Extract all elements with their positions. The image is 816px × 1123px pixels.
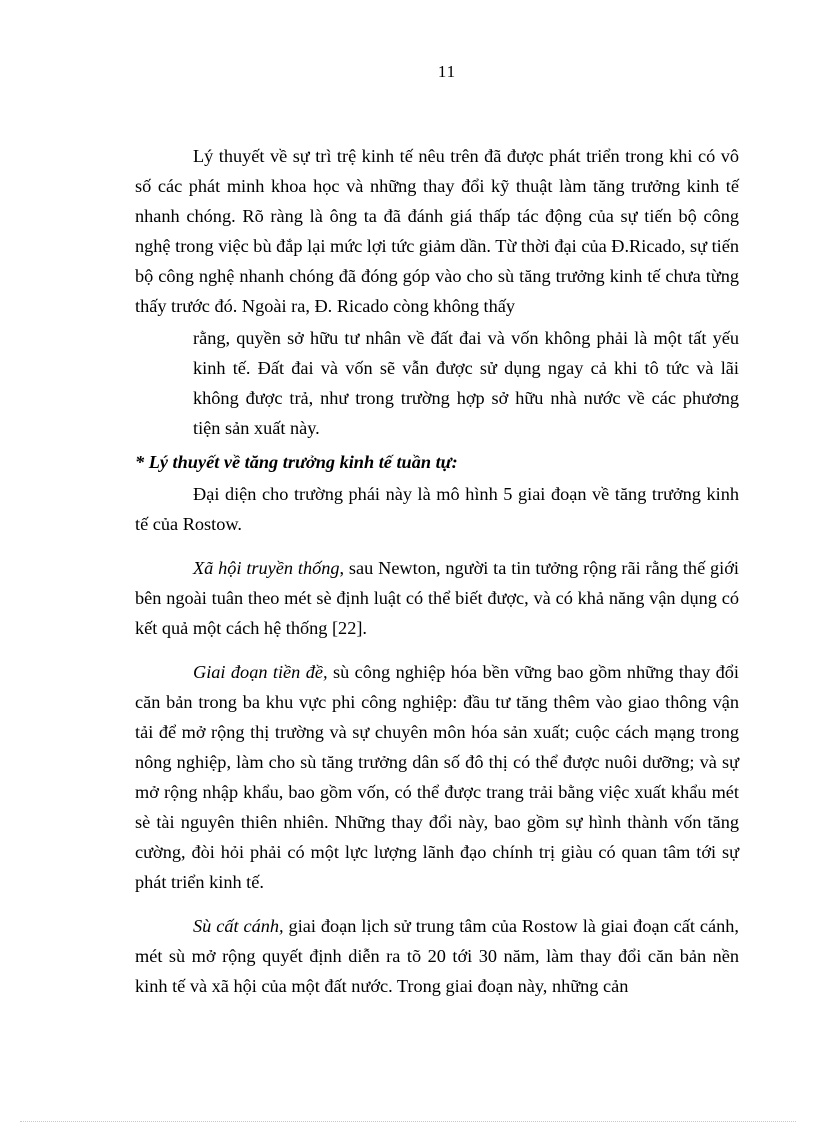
- term-preconditions: Giai đoạn tiền đề,: [193, 662, 328, 682]
- paragraph-preconditions-text: sù công nghiệp hóa bền vững bao gồm những thay đổi căn bản trong ba khu vực phi công nghiệp: đầu tư tăng thêm vào giao thông vận tải để mở rộng thị trường và sự chuyên môn hóa sản xuất; cuộc cách mạng trong nông nghiệp, làm cho sù tăng trưởng dân số đô thị có thể được nuôi dưỡng; và sự mở rộng nhập khẩu, bao gồm vốn, có thể được trang trải bằng việc xuất khẩu mét sè tài nguyên thiên nhiên. Những thay đổi này, bao gồm sự hình thành vốn tăng cường, đòi hỏi phải có một lực lượng lãnh đạo chính trị giàu có quan tâm tới sự phát triển kinh tế.: [135, 662, 739, 892]
- paragraph-stagnation-theory: Lý thuyết về sự trì trệ kinh tế nêu trên đã được phát triển trong khi có vô số các phát minh khoa học và những thay đổi kỹ thuật làm tăng trưởng kinh tế nhanh chóng. Rõ ràng là ông ta đã đánh giá thấp tác động của sự tiến bộ công nghệ trong việc bù đắp lại mức lợi tức giảm dần. Từ thời đại của Đ.Ricado, sự tiến bộ công nghệ nhanh chóng đã đóng góp vào cho sù tăng trưởng kinh tế chưa từng thấy trước đó. Ngoài ra, Đ. Ricado còng không thấy: [135, 146, 739, 316]
- paragraph-traditional-society-text: , sau Newton, người ta tin tưởng rộng rãi rằng thế giới bên ngoài tuân theo mét sè định luật có thể biết được, và có khả năng vận dụng có kết quả một cách hệ thống [22].: [135, 558, 739, 638]
- term-take-off: Sù cất cánh,: [193, 916, 284, 936]
- body-text: [135, 141, 739, 1001]
- paragraph-rostow-model: Đại diện cho trường phái này là mô hình 5 giai đoạn về tăng trưởng kinh tế của Rostow.: [135, 484, 739, 534]
- paragraph-preconditions: [135, 657, 739, 897]
- section-heading-sequential-growth: * Lý thuyết về tăng trưởng kinh tế tuần tự:: [135, 452, 458, 472]
- paragraph-traditional-society: [135, 553, 739, 643]
- paragraph-private-ownership: rằng, quyền sở hữu tư nhân về đất đai và vốn không phải là một tất yếu kinh tế. Đất đai và vốn sẽ vẫn được sử dụng ngay cả khi tô tức và lãi không được trả, như trong trường hợp sở hữu nhà nước về các phương tiện sản xuất này.: [193, 328, 739, 438]
- paragraph-take-off-text: giai đoạn lịch sử trung tâm của Rostow là giai đoạn cất cánh, mét sù mở rộng quyết định diễn ra tõ 20 tới 30 năm, làm thay đổi căn bản nền kinh tế và xã hội của một đất nước. Trong giai đoạn này, những cản: [135, 916, 739, 996]
- footer-rule: [20, 1121, 796, 1122]
- term-traditional-society: Xã hội truyền thống: [193, 558, 340, 578]
- paragraph-take-off: [135, 911, 739, 1001]
- page-number: 11: [437, 62, 457, 81]
